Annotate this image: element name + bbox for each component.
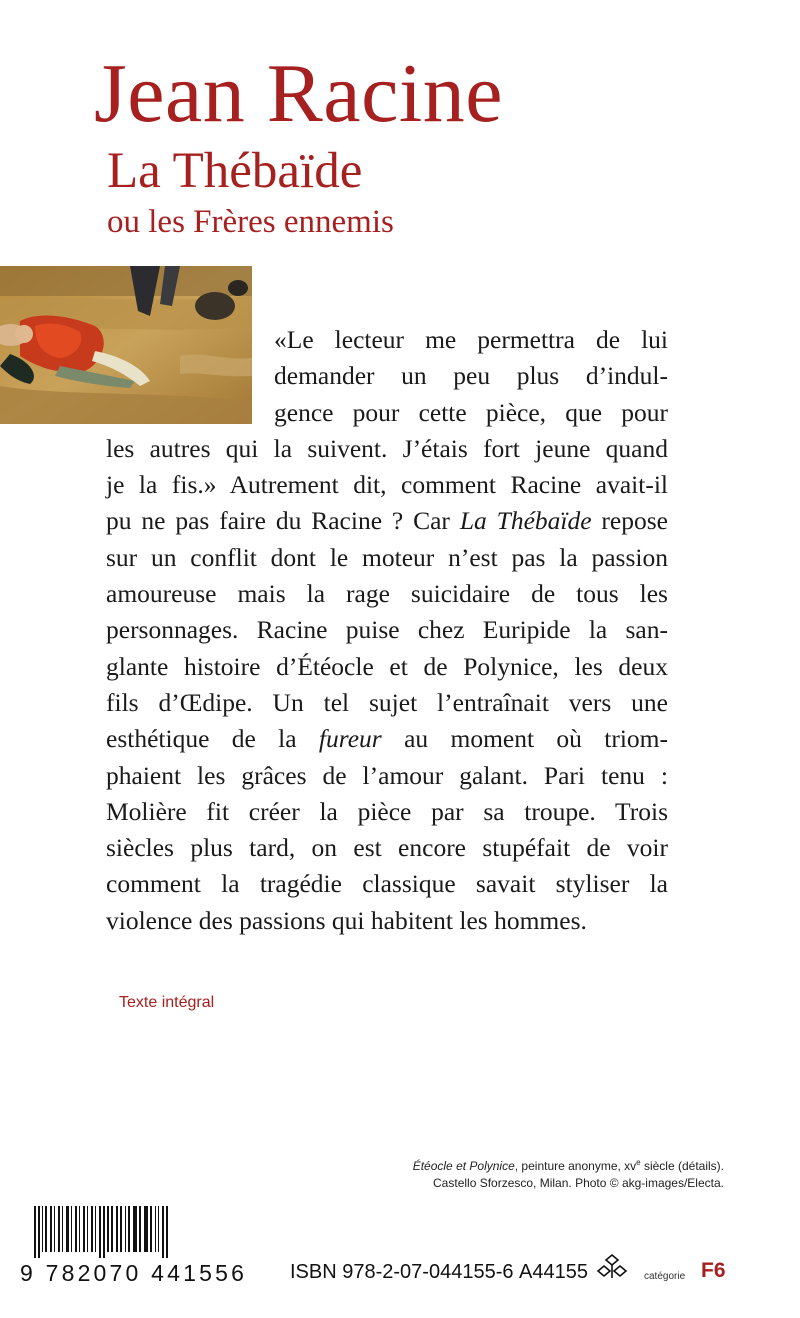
blurb-line: glante histoire d’Étéocle et de Polynice, les deux (106, 651, 668, 681)
barcode-bar (79, 1206, 80, 1252)
barcode-bars (20, 1206, 256, 1258)
blurb-line: violence des passions qui habitent les hommes. (106, 905, 587, 935)
barcode-bar (95, 1206, 96, 1252)
barcode-bar (38, 1206, 40, 1258)
blurb-line: demander un peu plus d’indul- (274, 361, 668, 391)
barcode-bar (155, 1206, 156, 1252)
full-text-label: Texte intégral (119, 994, 215, 1011)
barcode-bar (139, 1206, 141, 1252)
blurb-text: pu ne pas faire du Racine ? Car (106, 506, 460, 536)
barcode-bar (91, 1206, 93, 1252)
category-value: F6 (701, 1259, 726, 1282)
barcode-bar (125, 1206, 126, 1252)
book-title: La Thébaïde (107, 143, 363, 199)
barcode-bar (87, 1206, 88, 1252)
barcode-bar (83, 1206, 85, 1252)
credits-line-2: Castello Sforzesco, Milan. Photo © akg-images/Electa. (433, 1176, 724, 1190)
blurb-line (106, 503, 668, 539)
barcode-bar (162, 1206, 164, 1258)
blurb-line: siècles plus tard, on est encore stupéfait de voir (106, 833, 668, 863)
blurb-line (106, 721, 668, 757)
blurb-text: esthétique de la (106, 724, 319, 754)
credits-text: , peinture anonyme, xv (514, 1159, 637, 1173)
barcode-bar (75, 1206, 77, 1252)
credits-painting-title: Étéocle et Polynice (412, 1159, 515, 1173)
blurb-line: gence pour cette pièce, que pour (274, 397, 668, 427)
author-name: Jean Racine (94, 47, 503, 140)
blurb-line: amoureuse mais la rage suicidaire de tous les (106, 579, 668, 609)
back-cover-blurb (106, 322, 668, 939)
barcode-bar (166, 1206, 168, 1258)
barcode-bar (66, 1206, 69, 1252)
blurb-line: phaient les grâces de l’amour galant. Pari tenu : (106, 760, 668, 790)
barcode-bar (62, 1206, 63, 1252)
barcode-bar (111, 1206, 113, 1252)
credits-line-1 (413, 1154, 724, 1175)
book-subtitle: ou les Frères ennemis (107, 204, 394, 240)
blurb-text: au moment où triom- (381, 724, 668, 754)
blurb-line: sur un conflit dont le moteur n’est pas la passion (106, 542, 668, 572)
barcode-bar (50, 1206, 52, 1252)
blurb-line: les autres qui la suivent. J’étais fort jeune quand (106, 433, 668, 463)
barcode-bar (116, 1206, 118, 1252)
barcode-bar (45, 1206, 47, 1252)
catalog-code: A44155 (519, 1261, 588, 1283)
image-credits (413, 1154, 724, 1192)
blurb-line: Molière fit créer la pièce par sa troupe. Trois (106, 796, 668, 826)
barcode-bar (54, 1206, 55, 1252)
barcode-digits: 9 782070 441556 (20, 1260, 248, 1286)
barcode-bar (133, 1206, 137, 1252)
barcode-bar (144, 1206, 148, 1252)
barcode-bar (71, 1206, 72, 1252)
barcode-bar (150, 1206, 152, 1252)
isbn-number: ISBN 978-2-07-044155-6 (290, 1261, 514, 1283)
barcode-bar (107, 1206, 109, 1252)
barcode-bar (99, 1206, 101, 1258)
credits-sup: e (636, 1158, 641, 1167)
category-label: catégorie (644, 1271, 686, 1282)
blurb-text: repose (591, 506, 668, 536)
blurb-line: «Le lecteur me permettra de lui (274, 325, 668, 354)
barcode-bar (120, 1206, 122, 1252)
blurb-italic-title: La Thébaïde (459, 506, 592, 536)
barcode-bar (58, 1206, 60, 1252)
barcode-bar (128, 1206, 130, 1252)
gallimard-folio-logo-icon (594, 1252, 630, 1282)
barcode-bar (34, 1206, 36, 1258)
blurb-line: comment la tragédie classique savait styliser la (106, 869, 668, 899)
blurb-line: fils d’Œdipe. Un tel sujet l’entraînait vers une (106, 687, 668, 717)
barcode-bar (103, 1206, 105, 1258)
barcode-bar (158, 1206, 159, 1252)
blurb-line: personnages. Racine puise chez Euripide la san- (106, 615, 668, 645)
blurb-line: je la fis.» Autrement dit, comment Racine avait-il (106, 470, 668, 500)
barcode-bar (42, 1206, 43, 1252)
blurb-italic-word: fureur (318, 724, 382, 754)
credits-text: siècle (détails). (640, 1159, 724, 1173)
